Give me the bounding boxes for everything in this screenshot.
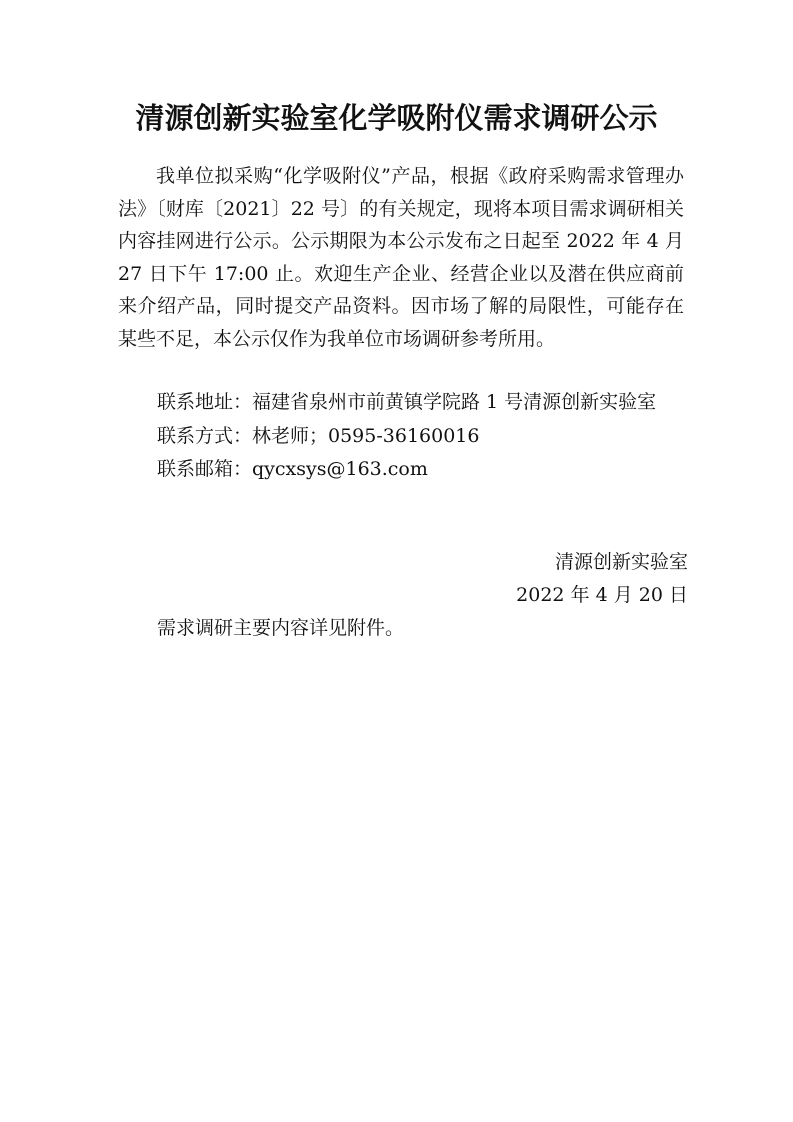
announcement-body: 我单位拟采购“化学吸附仪”产品，根据《政府采购需求管理办法》〔财库〔2021〕22 号〕的有关规定，现将本项目需求调研相关内容挂网进行公示。公示期限为本公示发布之日起至 2022 年 4 月 27 日下午 17:00 止。欢迎生产企业、经营企业以及潜在供应商前来介绍产品，同时提交产品资料。因市场了解的局限性，可能存在某些不足，本公示仅作为我单位市场调研参考所用。: [118, 165, 684, 350]
contact-phone: 联系方式：林老师；0595-36160016: [157, 425, 480, 447]
signature-date: 2022 年 4 月 20 日: [516, 584, 688, 606]
signature-organization: 清源创新实验室: [554, 551, 688, 573]
attachment-note: 需求调研主要内容详见附件。: [157, 617, 405, 639]
document-title: 清源创新实验室化学吸附仪需求调研公示: [135, 101, 658, 135]
contact-email: 联系邮箱：qycxsys@163.com: [157, 458, 428, 480]
contact-address: 联系地址：福建省泉州市前黄镇学院路 1 号清源创新实验室: [157, 391, 657, 413]
